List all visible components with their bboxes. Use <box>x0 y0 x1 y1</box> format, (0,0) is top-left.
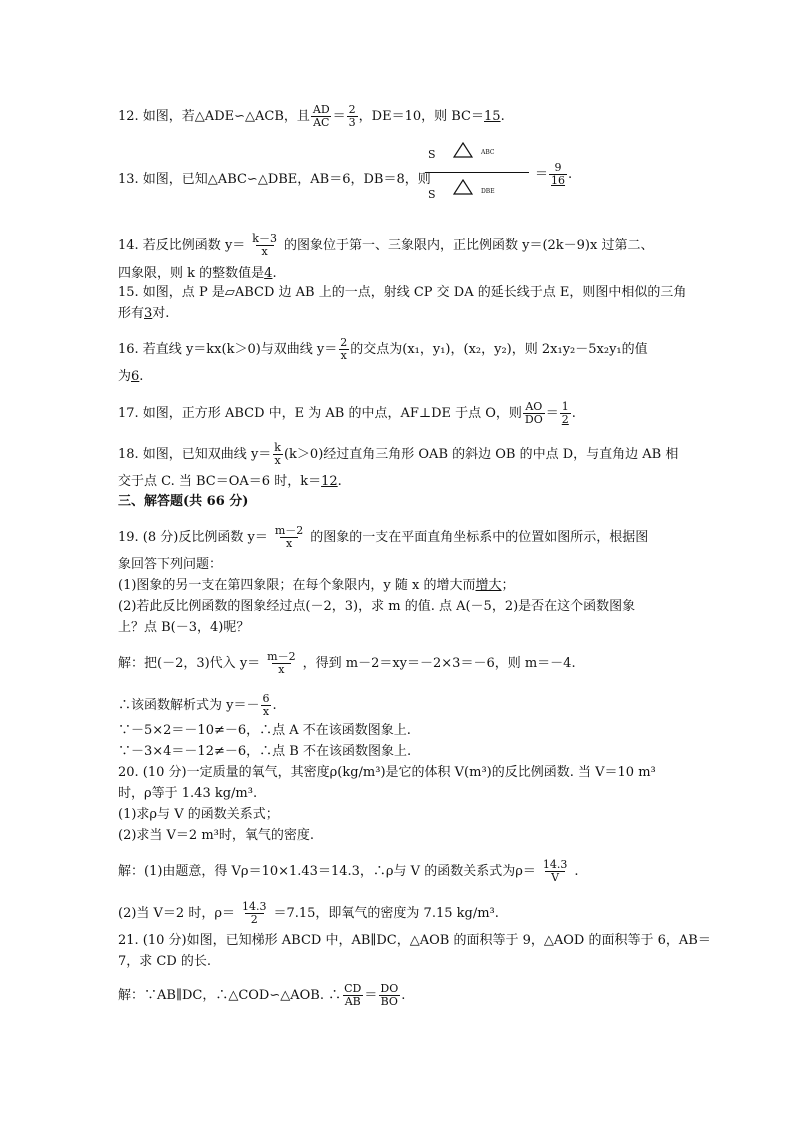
q20-solution-1: 解：(1)由题意，得 Vρ＝10×1.43＝14.3，∴ρ与 V 的函数关系式为ρ＝ $\frac{14.3}{V}$ . <box>118 858 579 884</box>
question-15-line2: 形有3对. <box>118 306 170 321</box>
q19-solution-3: ∵－5×2＝－10≠－6，∴点 A 不在该函数图象上. <box>118 723 411 738</box>
q13-area-ratio-fraction: S ABC S DBE <box>425 148 533 210</box>
q12-fraction-ratio: $\frac{2}{3}$ <box>348 103 356 129</box>
question-13 <box>118 171 431 189</box>
section-heading: 三、解答题(共 66 分) <box>118 494 249 509</box>
q19-solution-2: ∴该函数解析式为 y＝－ $\frac{6}{x}$ . <box>118 692 277 718</box>
q19-solution-4: ∵－3×4＝－12≠－6，∴点 B 不在该函数图象上. <box>118 744 412 759</box>
q18-answer: 12 <box>321 474 338 489</box>
q13-text: 13. 如图，已知△ABC∽△DBE，AB＝6，DB＝8，则 <box>118 172 431 187</box>
triangle-icon <box>453 142 473 158</box>
question-19-part2-cont: 上？点 B(－3，4)呢？ <box>118 620 250 635</box>
q17-answer: $\frac{1}{2}$ <box>561 400 569 426</box>
question-21: 21. (10 分)如图，已知梯形 ABCD 中，AB∥DC，△AOB 的面积等于 9，△AOD 的面积等于 6，AB＝ <box>118 933 711 948</box>
q12-answer: 15 <box>484 109 501 124</box>
q12-text: 12. 如图，若△ADE∽△ACB，且 <box>118 109 310 124</box>
question-20-line2: 时，ρ等于 1.43 kg/m³. <box>118 786 258 801</box>
q19-solution-1: 解：把(－2，3)代入 y＝ $\frac{m-2}{x}$ ，得到 m－2＝xy＝－2×3＝－6，则 m＝－4. <box>118 650 576 676</box>
q21-solution: 解：∵AB∥DC，∴△COD∽△AOB. ∴ $\frac{CD}{AB}$ ＝ $\frac{DO}{BO}$ . <box>118 982 406 1008</box>
question-15: 15. 如图，点 P 是▱ABCD 边 AB 上的一点，射线 CP 交 DA 的延长线于点 E，则图中相似的三角 <box>118 285 687 300</box>
question-19: 19. (8 分)反比例函数 y＝ $\frac{m-2}{x}$ 的图象的一支在平面直角坐标系中的位置如图所示，根据图 <box>118 524 649 550</box>
question-16-line2: 为6. <box>118 369 144 384</box>
question-14-line2: 四象限，则 k 的整数值是4. <box>118 266 277 281</box>
question-19-part2: (2)若此反比例函数的图象经过点(－2，3)，求 m 的值. 点 A(－5，2)是否在这个函数图象 <box>118 599 636 614</box>
question-20-part1: (1)求ρ与 V 的函数关系式； <box>118 807 279 822</box>
question-17: 17. 如图，正方形 ABCD 中，E 为 AB 的中点，AF⊥DE 于点 O，则 $\frac{AO}{DO}$ ＝ $\frac{1}{2}$ . <box>118 400 576 426</box>
question-14: 14. 若反比例函数 y＝ $\frac{k-3}{x}$ 的图象位于第一、三象限内，正比例函数 y＝(2k－9)x 过第二、 <box>118 232 654 258</box>
question-18-line2: 交于点 C. 当 BC＝OA＝6 时，k＝12. <box>118 474 342 489</box>
question-21-line2: 7，求 CD 的长. <box>118 954 212 969</box>
question-12: 12. 如图，若△ADE∽△ACB，且 $\frac{AD}{AC}$ ＝ $\frac{2}{3}$ ，DE＝10，则 BC＝15. <box>118 103 505 129</box>
q19-answer: 增大 <box>475 578 502 593</box>
q20-solution-2: (2)当 V＝2 时，ρ＝ $\frac{14.3}{2}$ ＝7.15，即氧气的密度为 7.15 kg/m³. <box>118 900 499 926</box>
question-19-part1: (1)图象的另一支在第四象限；在每个象限内，y 随 x 的增大而增大； <box>118 578 515 593</box>
question-16: 16. 若直线 y＝kx(k＞0)与双曲线 y＝ $\frac{2}{x}$ 的交点为(x₁，y₁)，(x₂，y₂)，则 2x₁y₂－5x₂y₁的值 <box>118 336 648 362</box>
question-20: 20. (10 分)一定质量的氧气，其密度ρ(kg/m³)是它的体积 V(m³)的反比例函数. 当 V＝10 m³ <box>118 765 656 780</box>
q13-answer: ＝ $\frac{9}{16}$ . <box>535 161 573 187</box>
q12-fraction-ad-ac: $\frac{AD}{AC}$ <box>312 103 330 129</box>
q15-answer: 3 <box>144 306 153 321</box>
question-20-part2: (2)求当 V＝2 m³时，氧气的密度. <box>118 828 315 843</box>
question-18: 18. 如图，已知双曲线 y＝ $\frac{k}{x}$ (k＞0)经过直角三角形 OAB 的斜边 OB 的中点 D，与直角边 AB 相 <box>118 441 679 467</box>
question-19-line2: 象回答下列问题： <box>118 557 223 572</box>
triangle-icon <box>453 179 473 195</box>
q14-answer: 4 <box>264 266 273 281</box>
q16-answer: 6 <box>131 369 140 384</box>
